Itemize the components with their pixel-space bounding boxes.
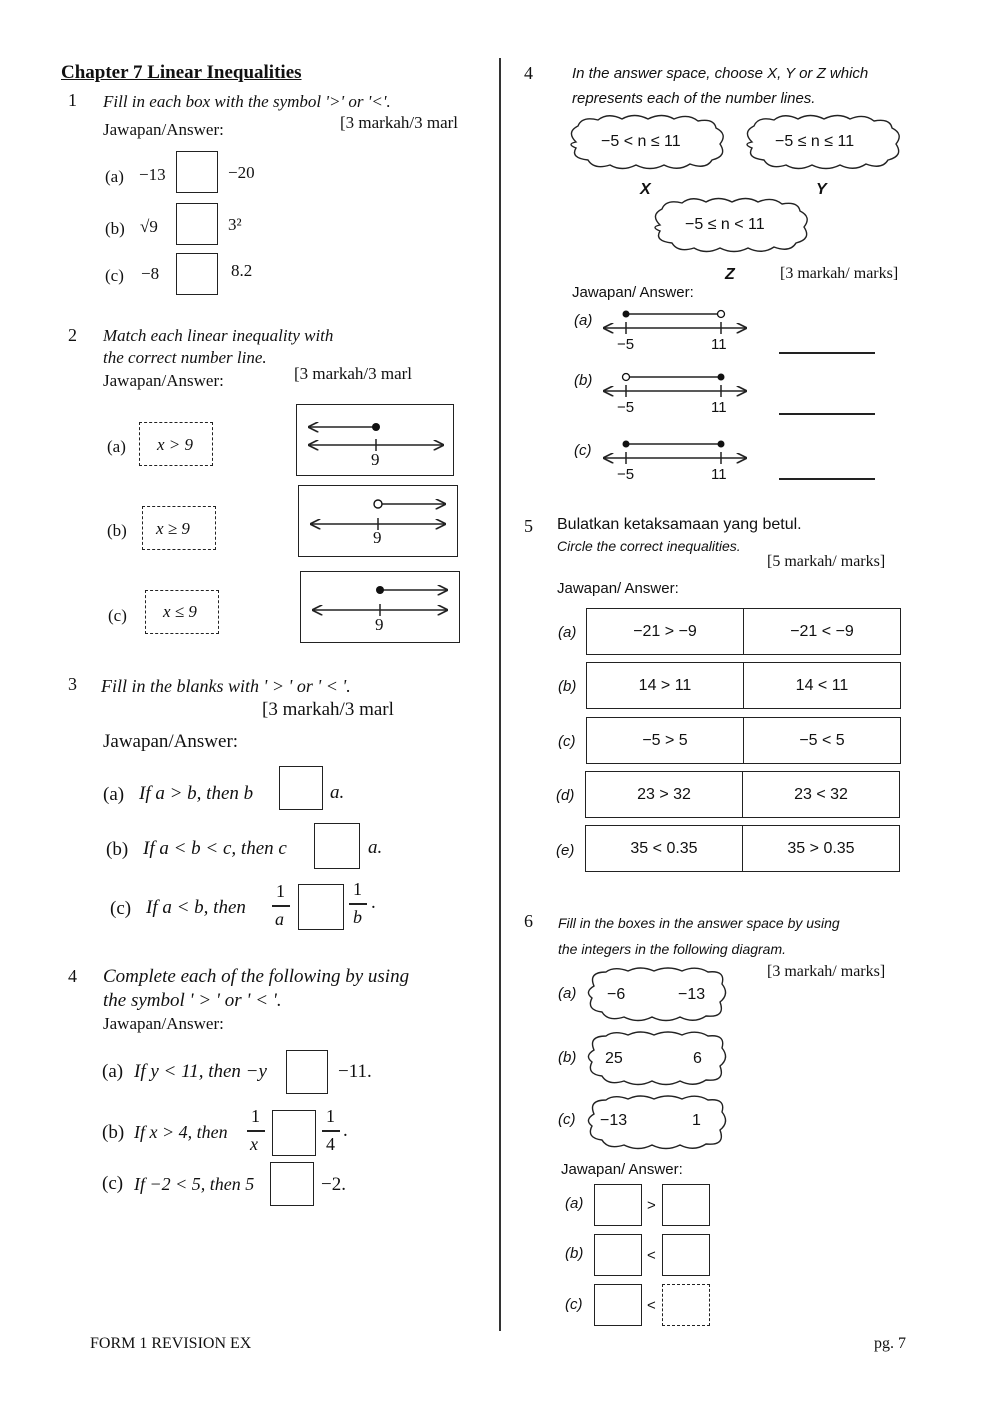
question-3-marks: [3 markah/3 marl [262, 699, 394, 720]
q5-row-a-label: (a) [558, 624, 577, 641]
q4r-a-right-tick: 11 [711, 336, 727, 353]
q4r-c-label: (c) [574, 442, 592, 459]
q5-row-a-left-option[interactable]: −21 > −9 [586, 608, 744, 655]
question-3-number: 3 [68, 674, 77, 694]
q4b-fraction-2-denominator: 4 [326, 1134, 335, 1154]
q5-row-b-left-option[interactable]: 14 > 11 [586, 662, 744, 709]
q4r-c-answer-blank[interactable] [779, 478, 875, 480]
q4r-b-right-tick: 11 [711, 399, 727, 416]
q4b-end: . [343, 1120, 348, 1141]
q6-answer-a-box-1[interactable] [594, 1184, 642, 1226]
q5-row-d-right-option[interactable]: 23 < 32 [742, 771, 900, 818]
q4r-c-left-tick: −5 [617, 466, 635, 483]
q3b-answer-box[interactable] [314, 823, 360, 869]
q2c-tick-label: 9 [375, 615, 384, 634]
q1b-right: 3² [228, 215, 242, 234]
question-5-answer-label: Jawapan/ Answer: [557, 580, 679, 597]
q3b-text: If a < b < c, then c [143, 838, 287, 859]
q6-cloud-a [584, 964, 730, 1024]
question-4-right-instruction-1: In the answer space, choose X, Y or Z which [572, 65, 869, 82]
question-4-right-marks: [3 markah/ marks] [780, 265, 899, 282]
q5-row-b-label: (b) [558, 678, 577, 695]
question-6-marks: [3 markah/ marks] [767, 963, 886, 980]
q4a-answer-box[interactable] [286, 1050, 328, 1094]
q4b-label: (b) [102, 1122, 125, 1143]
footer-left: FORM 1 REVISION EX [90, 1335, 252, 1352]
question-1-marks: [3 markah/3 marl [340, 113, 459, 132]
question-2-answer-label: Jawapan/Answer: [103, 371, 224, 390]
question-2-instruction-2: the correct number line. [103, 348, 267, 367]
q5-row-e-label: (e) [556, 842, 575, 859]
q4r-a-answer-blank[interactable] [779, 352, 875, 354]
q4r-b-answer-blank[interactable] [779, 413, 875, 415]
q4b-fraction-2-bar [322, 1130, 340, 1132]
q4r-a-left-tick: −5 [617, 336, 635, 353]
q3c-fraction-1-denominator: a [275, 909, 284, 929]
q1a-right: −20 [228, 163, 255, 182]
q2a-inequality: x > 9 [157, 435, 194, 454]
cloud-z-text: −5 ≤ n < 11 [685, 216, 765, 233]
q6-answer-c-box-1[interactable] [594, 1284, 642, 1326]
q1b-left: √9 [140, 217, 158, 236]
q3b-end: a. [368, 837, 383, 858]
q2c-inequality: x ≤ 9 [163, 602, 197, 621]
q1c-right: 8.2 [231, 261, 253, 280]
cloud-z-name: Z [725, 266, 735, 283]
q6-cloud-b-right: 6 [693, 1050, 702, 1067]
question-3-instruction: Fill in the blanks with ' > ' or ' < '. [101, 676, 351, 696]
q4c-text: If −2 < 5, then 5 [134, 1174, 255, 1194]
q4r-c-right-tick: 11 [711, 466, 727, 483]
q3c-end: . [371, 892, 376, 913]
q1b-answer-box[interactable] [176, 203, 218, 245]
q2a-tick-label: 9 [371, 450, 380, 469]
question-6-number: 6 [524, 911, 533, 931]
q1b-label: (b) [105, 219, 125, 238]
q2b-label: (b) [107, 521, 127, 540]
q3a-text: If a > b, then b [139, 783, 254, 804]
q3c-text: If a < b, then [146, 897, 246, 918]
q1a-label: (a) [105, 167, 124, 186]
q3c-label: (c) [110, 898, 132, 919]
q5-row-c-label: (c) [558, 733, 576, 750]
q6-cloud-b-left: 25 [605, 1050, 623, 1067]
question-4-right-number: 4 [524, 63, 533, 83]
q5-row-b-right-option[interactable]: 14 < 11 [743, 662, 901, 709]
question-5-marks: [5 markah/ marks] [767, 553, 886, 570]
q6-cloud-b-label: (b) [558, 1049, 577, 1066]
q3b-label: (b) [106, 839, 129, 860]
page-title: Chapter 7 Linear Inequalities [61, 62, 302, 83]
q4c-answer-box[interactable] [270, 1162, 314, 1206]
q3a-answer-box[interactable] [279, 766, 323, 810]
q4b-text: If x > 4, then [134, 1122, 228, 1142]
q5-row-e-right-option[interactable]: 35 > 0.35 [742, 825, 900, 872]
q1a-left: −13 [139, 165, 166, 184]
question-4-right-instruction-2: represents each of the number lines. [572, 90, 816, 107]
q6-answer-b-label: (b) [565, 1245, 584, 1262]
question-1-answer-label: Jawapan/Answer: [103, 120, 224, 139]
q4r-b-label: (b) [574, 372, 593, 389]
q4b-fraction-1-numerator: 1 [251, 1106, 260, 1126]
question-4-left-answer-label: Jawapan/Answer: [103, 1014, 224, 1033]
q4a-label: (a) [102, 1061, 124, 1082]
q1c-label: (c) [105, 266, 124, 285]
q4b-fraction-1-bar [247, 1130, 265, 1132]
question-2-number: 2 [68, 325, 77, 345]
question-6-instruction-1: Fill in the boxes in the answer space by using [558, 915, 840, 931]
q6-answer-c-box-2[interactable] [662, 1284, 710, 1326]
q4r-a-label: (a) [574, 312, 593, 329]
q1a-answer-box[interactable] [176, 151, 218, 193]
q4b-fraction-1-denominator: x [250, 1134, 258, 1154]
question-6-instruction-2: the integers in the following diagram. [558, 941, 787, 957]
footer-page-number: pg. 7 [874, 1335, 906, 1352]
cloud-x-name: X [640, 181, 651, 198]
q5-row-c-right-option[interactable]: −5 < 5 [743, 717, 901, 764]
question-2-instruction-1: Match each linear inequality with [103, 326, 334, 345]
question-6-answer-label: Jawapan/ Answer: [561, 1161, 683, 1178]
q6-answer-a-symbol: > [647, 1197, 656, 1214]
q3c-fraction-1-numerator: 1 [276, 881, 285, 901]
q3c-fraction-2-bar [349, 903, 367, 905]
q4c-label: (c) [102, 1173, 124, 1194]
q3c-fraction-1-bar [272, 905, 290, 907]
cloud-x-text: −5 < n ≤ 11 [601, 133, 681, 150]
q6-answer-b-symbol: < [647, 1247, 656, 1264]
q2b-inequality: x ≥ 9 [156, 519, 190, 538]
q6-cloud-c-right: 1 [692, 1112, 701, 1129]
question-2-marks: [3 markah/3 marl [294, 364, 413, 383]
q5-row-c-left-option[interactable]: −5 > 5 [586, 717, 744, 764]
question-3-answer-label: Jawapan/Answer: [103, 731, 239, 752]
q2a-label: (a) [107, 437, 126, 456]
q4a-end: −11. [338, 1061, 372, 1082]
q4r-b-left-tick: −5 [617, 399, 635, 416]
q3c-fraction-2-numerator: 1 [353, 879, 362, 899]
question-5-instruction-en: Circle the correct inequalities. [557, 538, 741, 554]
q1c-answer-box[interactable] [176, 253, 218, 295]
q1c-left: −8 [141, 264, 160, 283]
q6-answer-b-box-2[interactable] [662, 1234, 710, 1276]
question-4-right-answer-label: Jawapan/ Answer: [572, 284, 694, 301]
q3c-fraction-2-denominator: b [353, 907, 362, 927]
column-divider [499, 58, 501, 1331]
question-4-left-instruction-1: Complete each of the following by using [103, 966, 410, 987]
q3c-answer-box[interactable] [298, 884, 344, 930]
q6-cloud-c-label: (c) [558, 1111, 576, 1128]
q2c-label: (c) [108, 606, 127, 625]
q5-row-e-left-option[interactable]: 35 < 0.35 [585, 825, 743, 872]
cloud-y-name: Y [816, 181, 827, 198]
question-1-instruction: Fill in each box with the symbol '>' or '<'. [103, 92, 391, 111]
q6-answer-a-box-2[interactable] [662, 1184, 710, 1226]
q2b-tick-label: 9 [373, 528, 382, 547]
q6-cloud-a-label: (a) [558, 985, 577, 1002]
q4b-answer-box[interactable] [272, 1110, 316, 1156]
q6-answer-c-label: (c) [565, 1296, 583, 1313]
q5-row-d-left-option[interactable]: 23 > 32 [585, 771, 743, 818]
q4a-text: If y < 11, then −y [134, 1061, 267, 1082]
q6-cloud-a-right: −13 [678, 986, 706, 1003]
cloud-y-text: −5 ≤ n ≤ 11 [775, 133, 855, 150]
q5-row-a-right-option[interactable]: −21 < −9 [743, 608, 901, 655]
q4c-end: −2. [321, 1174, 346, 1195]
q6-answer-a-label: (a) [565, 1195, 584, 1212]
q3a-label: (a) [103, 784, 125, 805]
q5-row-d-label: (d) [556, 787, 575, 804]
question-5-number: 5 [524, 516, 533, 536]
q4b-fraction-2-numerator: 1 [326, 1106, 335, 1126]
question-4-left-number: 4 [68, 966, 77, 986]
q6-cloud-c-left: −13 [600, 1112, 628, 1129]
question-1-number: 1 [68, 90, 77, 110]
q6-answer-b-box-1[interactable] [594, 1234, 642, 1276]
question-4-left-instruction-2: the symbol ' > ' or ' < '. [103, 990, 282, 1011]
q6-answer-c-symbol: < [647, 1297, 656, 1314]
q6-cloud-a-left: −6 [607, 986, 626, 1003]
q3a-end: a. [330, 782, 345, 803]
question-5-instruction-ms: Bulatkan ketaksamaan yang betul. [557, 516, 802, 533]
